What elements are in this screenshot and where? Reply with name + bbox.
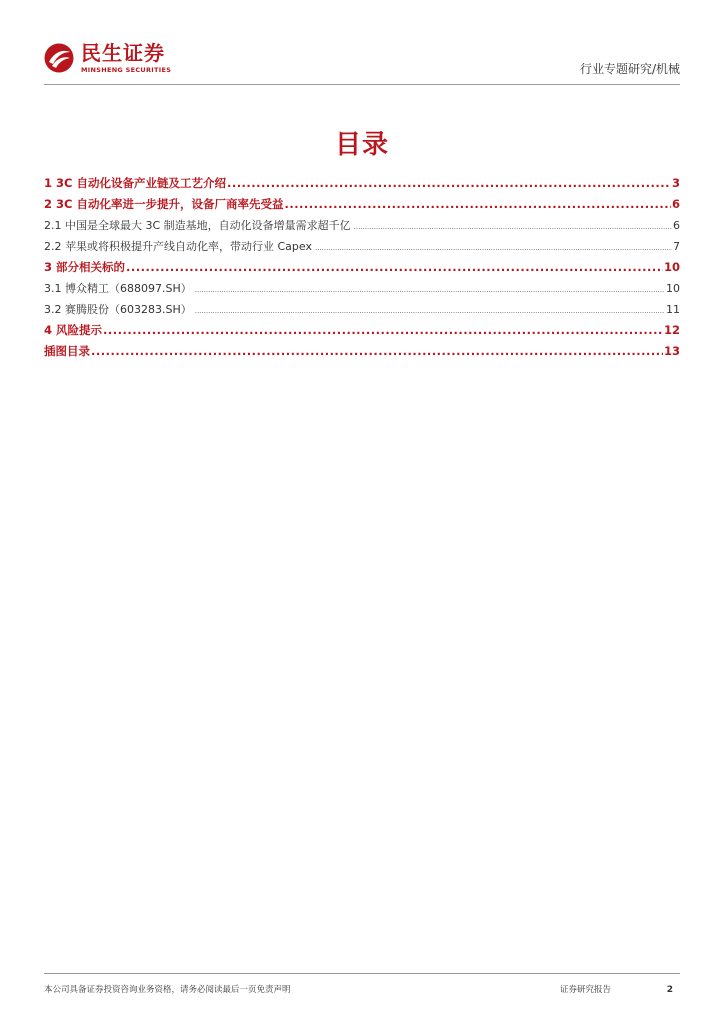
toc-entry-page: 11	[666, 303, 680, 316]
report-section-label: 行业专题研究/机械	[579, 62, 680, 76]
toc-entry[interactable]	[44, 343, 680, 364]
toc-leader	[195, 286, 665, 294]
toc-title: 目录	[334, 130, 389, 160]
page-header	[44, 40, 680, 84]
logo-text-cn: 民生证券	[81, 41, 165, 65]
toc-entry-label: 3.2 赛腾股份（603283.SH）	[44, 303, 192, 316]
toc-leader	[126, 260, 663, 274]
toc-leader	[91, 344, 663, 358]
footer-divider	[44, 973, 680, 974]
toc-leader	[315, 244, 672, 252]
toc-leader	[103, 323, 663, 337]
toc-entry-page: 10	[666, 282, 680, 295]
toc-entry-label: 2.2 苹果或将积极提升产线自动化率，带动行业 Capex	[44, 240, 312, 253]
toc-entry[interactable]	[44, 301, 680, 322]
toc-leader	[354, 223, 672, 231]
table-of-contents	[44, 175, 680, 364]
toc-entry-label: 插图目录	[44, 344, 90, 358]
toc-entry-page: 6	[671, 197, 680, 211]
toc-entry[interactable]	[44, 322, 680, 343]
footer-disclaimer: 本公司具备证券投资咨询业务资格，请务必阅读最后一页免责声明	[44, 985, 291, 995]
toc-leader	[195, 307, 665, 315]
footer-doc-type: 证券研究报告	[560, 985, 612, 995]
toc-entry-page: 6	[673, 219, 680, 232]
toc-entry-label: 2.1 中国是全球最大 3C 制造基地，自动化设备增量需求超千亿	[44, 219, 351, 232]
minsheng-logo-icon	[44, 43, 74, 73]
toc-entry-label: 2 3C 自动化率进一步提升，设备厂商率先受益	[44, 197, 284, 211]
toc-leader	[284, 197, 671, 211]
toc-entry[interactable]	[44, 259, 680, 280]
toc-leader	[227, 176, 671, 190]
toc-entry-label: 3.1 博众精工（688097.SH）	[44, 282, 192, 295]
toc-entry-page: 13	[663, 344, 680, 358]
page-number: 2	[666, 985, 673, 995]
toc-entry-label: 3 部分相关标的	[44, 260, 126, 274]
toc-entry[interactable]	[44, 175, 680, 196]
toc-entry-page: 12	[663, 323, 680, 337]
header-divider	[44, 84, 680, 85]
toc-entry-page: 10	[663, 260, 680, 274]
toc-entry-page: 7	[673, 240, 680, 253]
toc-entry[interactable]	[44, 217, 680, 238]
toc-entry-page: 3	[671, 176, 680, 190]
toc-entry[interactable]	[44, 196, 680, 217]
toc-entry[interactable]	[44, 280, 680, 301]
toc-entry[interactable]	[44, 238, 680, 259]
logo-text-en: MINSHENG SECURITIES	[81, 66, 172, 74]
toc-entry-label: 4 风险提示	[44, 323, 103, 337]
toc-entry-label: 1 3C 自动化设备产业链及工艺介绍	[44, 176, 226, 190]
